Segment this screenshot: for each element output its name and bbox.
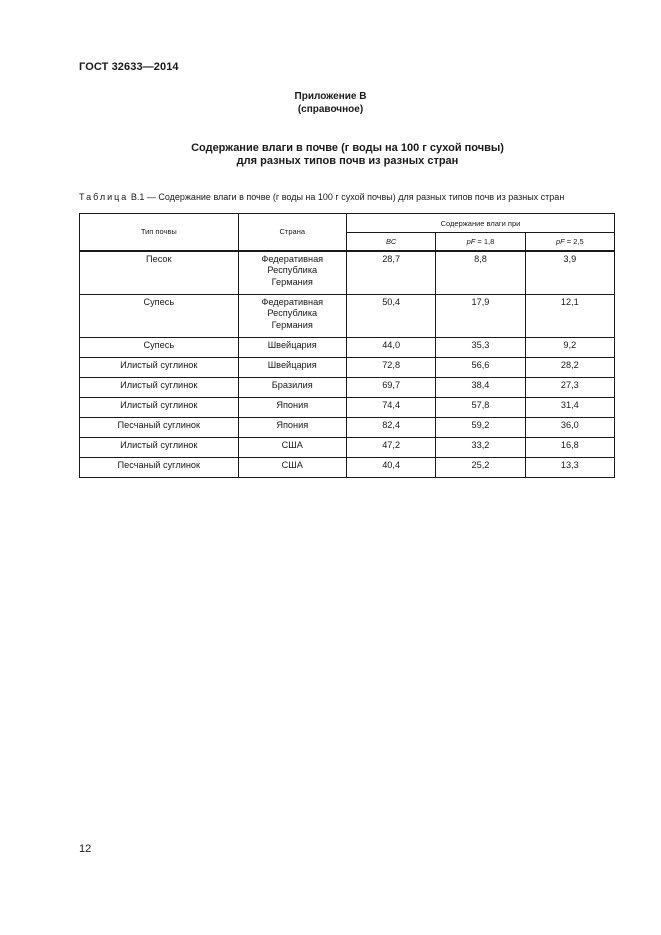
cell-country-line: Германия [271, 319, 313, 330]
section-title-line-2: для разных типов почв из разных стран [236, 155, 459, 167]
annex-heading [0, 90, 661, 116]
cell-country: Бразилия [238, 377, 346, 397]
soil-moisture-table [79, 213, 615, 478]
cell-country: Швейцария [238, 357, 346, 377]
section-title [0, 142, 661, 168]
table-caption [79, 192, 564, 202]
cell-bc: 44,0 [346, 337, 435, 357]
cell-country-line: Федеративная [261, 253, 324, 264]
table-row [80, 377, 615, 397]
cell-country [238, 294, 346, 337]
cell-pf25: 36,0 [525, 417, 614, 437]
annex-title: Приложение В [294, 91, 367, 102]
cell-soil: Супесь [80, 337, 239, 357]
table-row [80, 457, 615, 477]
table-row [80, 337, 615, 357]
cell-country-line: Республика [267, 265, 318, 275]
cell-pf25: 31,4 [525, 397, 614, 417]
table-row [80, 397, 615, 417]
cell-country [238, 251, 346, 295]
header-pf25-suffix: = 2,5 [564, 236, 584, 246]
cell-pf18: 25,2 [436, 457, 525, 477]
cell-country: США [238, 437, 346, 457]
table-caption-prefix: Таблица [79, 192, 129, 202]
cell-bc: 72,8 [346, 357, 435, 377]
cell-pf25: 28,2 [525, 357, 614, 377]
cell-soil: Илистый суглинок [80, 377, 239, 397]
table-row [80, 357, 615, 377]
cell-pf25: 9,2 [525, 337, 614, 357]
cell-country: Япония [238, 397, 346, 417]
header-pf-1-8 [436, 233, 525, 251]
cell-pf18: 17,9 [436, 294, 525, 337]
cell-country: Япония [238, 417, 346, 437]
header-moisture-group: Содержание влаги при [346, 214, 614, 233]
cell-pf18: 59,2 [436, 417, 525, 437]
table-caption-text: — Содержание влаги в почве (г воды на 100 г сухой почвы) для разных типов почв из разных стран [146, 192, 565, 202]
cell-pf25: 16,8 [525, 437, 614, 457]
header-pf-2-5 [525, 233, 614, 251]
cell-soil: Песчаный суглинок [80, 417, 239, 437]
cell-bc: 40,4 [346, 457, 435, 477]
cell-soil: Супесь [80, 294, 239, 337]
cell-pf18: 38,4 [436, 377, 525, 397]
table-row [80, 294, 615, 337]
cell-soil: Песок [80, 251, 239, 295]
cell-bc: 50,4 [346, 294, 435, 337]
cell-pf25: 12,1 [525, 294, 614, 337]
header-soil-type: Тип почвы [80, 214, 239, 251]
header-pf18-suffix: = 1,8 [475, 236, 495, 246]
table-caption-number: В.1 [130, 192, 145, 202]
cell-bc: 47,2 [346, 437, 435, 457]
cell-soil: Илистый суглинок [80, 397, 239, 417]
cell-pf18: 35,3 [436, 337, 525, 357]
cell-pf25: 13,3 [525, 457, 614, 477]
header-pf18-prefix: pF [466, 236, 476, 246]
table-row [80, 417, 615, 437]
document-code: ГОСТ 32633—2014 [79, 61, 179, 73]
cell-bc: 28,7 [346, 251, 435, 295]
header-country: Страна [238, 214, 346, 251]
cell-country: Швейцария [238, 337, 346, 357]
cell-country-line: Германия [271, 276, 313, 287]
cell-bc: 69,7 [346, 377, 435, 397]
header-bc [346, 233, 435, 251]
cell-soil: Илистый суглинок [80, 357, 239, 377]
page-number: 12 [79, 843, 92, 855]
cell-country-line: Республика [267, 308, 318, 318]
section-title-line-1: Содержание влаги в почве (г воды на 100 г сухой почвы) [191, 142, 504, 154]
header-bc-label: ВС [386, 236, 397, 246]
cell-pf18: 57,8 [436, 397, 525, 417]
cell-bc: 82,4 [346, 417, 435, 437]
cell-country-line: Федеративная [261, 296, 324, 307]
cell-pf18: 56,6 [436, 357, 525, 377]
cell-pf18: 33,2 [436, 437, 525, 457]
cell-pf25: 3,9 [525, 251, 614, 295]
annex-note: (справочное) [297, 104, 364, 115]
table-row [80, 437, 615, 457]
cell-bc: 74,4 [346, 397, 435, 417]
table-row [80, 251, 615, 295]
cell-pf18: 8,8 [436, 251, 525, 295]
header-pf25-prefix: pF [555, 236, 565, 246]
cell-soil: Песчаный суглинок [80, 457, 239, 477]
cell-pf25: 27,3 [525, 377, 614, 397]
cell-country: США [238, 457, 346, 477]
cell-soil: Илистый суглинок [80, 437, 239, 457]
